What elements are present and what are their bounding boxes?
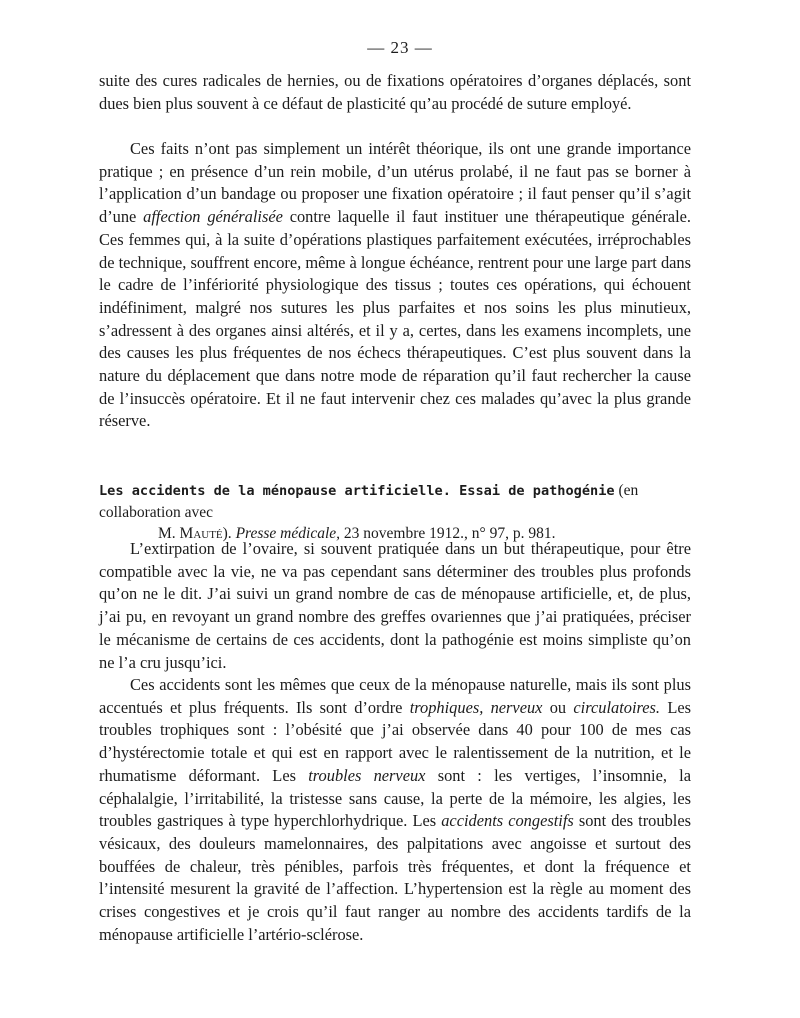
entry-journal: Presse médicale, bbox=[235, 525, 341, 542]
emphasis-text: affection généralisée bbox=[143, 207, 283, 227]
paragraph-general-therapy bbox=[99, 138, 691, 433]
entry-collaboration: (en collaboration avec bbox=[99, 482, 639, 521]
emphasis-text: trophiques, nerveux bbox=[409, 697, 543, 717]
entry-title: Les accidents de la ménopause artificielle. Essai de pathogénie bbox=[99, 483, 615, 499]
paragraph-text: sont des troubles vésicaux, des douleurs mamelonnaires, des palpitations avec angoisse et surtout des bouffées de chaleur, très pénibles, parfois très fréquentes, et dont la fréquence et l’intensité mesurent la gravité de l’affection. L’hypertension est la règle au moment des crises congestives et je crois qu’il faut ranger au nombre des accidents tardifs de la ménopause artificielle l’artério-sclérose. bbox=[99, 811, 691, 944]
paragraph-accidents bbox=[99, 674, 691, 946]
emphasis-text: accidents congestifs bbox=[441, 811, 574, 831]
emphasis-text: troubles nerveux bbox=[308, 765, 426, 785]
paragraph-text: contre laquelle il faut instituer une thérapeutique générale. Ces femmes qui, à la suite d’opérations plastiques parfaitement exécutées, irréprochables de technique, souffrent encore, même à longue échéance, rentrent pour une large part dans le cadre de l’infériorité physiologique des tissus ; toutes ces opérations, qui échouent indéfiniment, malgré nos sutures les plus parfaites et nos soins les plus minutieux, s’adressent à des organes ainsi altérés, et il y a, certes, dans les examens incomplets, une des causes les plus fréquentes de nos échecs thérapeutiques. C’est plus souvent dans la nature du déplacement que dans notre mode de réparation qu’il faut rechercher la cause de l’insuccès opératoire. Et il ne faut intervenir chez ces malades qu’avec la plus grande réserve. bbox=[99, 207, 691, 431]
paragraph-ovary-extirpation: L’extirpation de l’ovaire, si souvent pratiquée dans un but thérapeutique, pour être compatible avec la vie, ne va pas cependant sans déterminer des troubles plus profonds qu’on ne le dit. J’ai suivi un grand nombre de cas de ménopause artificielle, et, de plus, j’ai pu, en revoyant un grand nombre des greffes ovariennes que j’ai pratiquées, préciser le mécanisme de certains de ces accidents, dont la pathogénie est moins simpliste qu’on ne l’a cru jusqu’ici. bbox=[99, 539, 691, 672]
paragraph-text: sont : les vertiges, l’insomnie, la céphalalgie, l’irritabilité, la tristesse sans cause, la perte de la mémoire, les algies, les troubles gastriques à type hyperchlorhydrique. Les bbox=[99, 765, 692, 831]
emphasis-text: circulatoires. bbox=[573, 697, 661, 717]
paragraph-text: Les troubles trophiques sont : l’obésité que j’ai observée dans 40 pour 100 de mes cas d’hystérectomie totale et qui est en rapport avec le ralentissement de la nutrition, et le rhumatisme déformant. Les bbox=[99, 697, 691, 785]
entry-author: M. Mauté). bbox=[158, 525, 232, 542]
page-number: — 23 — bbox=[367, 38, 433, 57]
bibliography-entry bbox=[99, 480, 699, 544]
paragraph-text: ou bbox=[549, 697, 567, 717]
paragraph-text: Ces accidents sont les mêmes que ceux de la ménopause naturelle, mais ils sont plus accentués et plus fréquents. Ils sont d’ordre bbox=[99, 675, 691, 717]
paragraph-continuation: suite des cures radicales de hernies, ou de fixations opératoires d’organes déplacés, sont dues bien plus souvent à ce défaut de plasticité qu’au procédé de suture employé. bbox=[99, 71, 691, 113]
paragraph-text: Ces faits n’ont pas simplement un intérêt théorique, ils ont une grande importance pratique ; en présence d’un rein mobile, d’un utérus prolabé, il ne faut pas se borner à l’application d’un bandage ou proposer une fixation opératoire ; il faut penser qu’il s’agit d’une bbox=[99, 139, 691, 227]
entry-details: 23 novembre 1912., n° 97, p. 981. bbox=[343, 525, 556, 542]
